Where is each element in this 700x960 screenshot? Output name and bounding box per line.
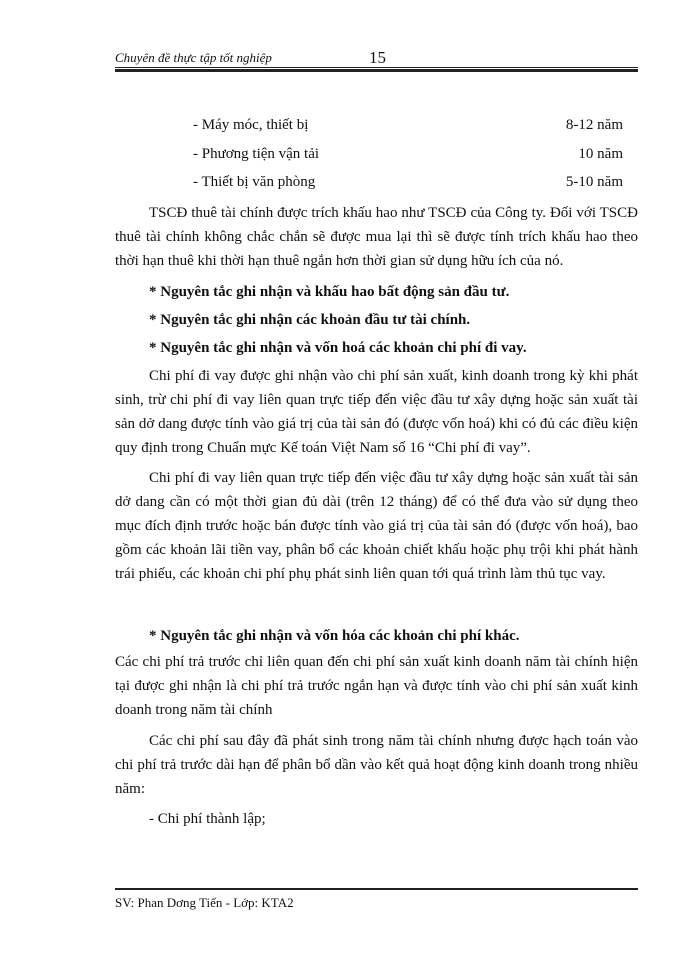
list-item-label: - Phương tiện vận tải: [193, 146, 320, 162]
heading-borrowing-costs: * Nguyên tắc ghi nhận và vốn hoá các khoản chi phí đi vay.: [149, 340, 527, 356]
list-item-value: 5-10 năm: [565, 174, 623, 190]
header-title: Chuyên đề thực tập tốt nghiệp: [115, 50, 272, 65]
paragraph-prepaid-long: Các chi phí sau đây đã phát sinh trong năm tài chính nhưng được hạch toán vào chi phí trả trước dài hạn để phân bổ dần vào kết quả hoạt động kinh doanh trong nhiều năm:: [115, 733, 638, 797]
footer-rule: [115, 888, 638, 890]
heading-financial-investments: * Nguyên tắc ghi nhận các khoản đầu tư tài chính.: [149, 312, 471, 328]
header-rule-thin: [115, 67, 638, 68]
paragraph-leased-assets: TSCĐ thuê tài chính được trích khấu hao như TSCĐ của Công ty. Đối với TSCĐ thuê tài chính không chắc chắn sẽ được mua lại thì sẽ được tính trích khấu hao theo thời hạn thuê khi thời hạn thuê ngắn hơn thời gian sử dụng hữu ích của nó.: [115, 205, 638, 269]
heading-other-costs: * Nguyên tắc ghi nhận và vốn hóa các khoản chi phí khác.: [149, 628, 520, 644]
page-number: 15: [369, 48, 386, 67]
list-item-establishment-cost: - Chi phí thành lập;: [149, 811, 266, 827]
list-item-label: - Thiết bị văn phòng: [193, 174, 316, 190]
paragraph-prepaid-short: Các chi phí trả trước chỉ liên quan đến chi phí sản xuất kinh doanh năm tài chính hiện tại được ghi nhận là chi phí trả trước ngắn hạn và được tính vào chi phí sản xuất kinh doanh trong năm tài chính: [115, 654, 638, 718]
list-item-label: - Máy móc, thiết bị: [193, 117, 309, 133]
paragraph-borrowing-costs-1: Chi phí đi vay được ghi nhận vào chi phí sản xuất, kinh doanh trong kỳ khi phát sinh, trừ chi phí đi vay liên quan trực tiếp đến việc đầu tư xây dựng hoặc sản xuất tài sản dở dang được tính vào giá trị của tài sản đó (được vốn hoá) khi có đủ các điều kiện quy định trong Chuẩn mực Kế toán Việt Nam số 16 “Chi phí đi vay”.: [115, 368, 638, 456]
list-item-value: 8-12 năm: [565, 117, 623, 133]
page-footer: SV: Phan Dơng Tiến - Lớp: KTA2: [115, 895, 294, 910]
list-item-value: 10 năm: [578, 146, 623, 162]
heading-investment-property: * Nguyên tắc ghi nhận và khấu hao bất động sản đầu tư.: [149, 284, 510, 300]
header-rule-thick: [115, 69, 638, 72]
paragraph-borrowing-costs-2: Chi phí đi vay liên quan trực tiếp đến việc đầu tư xây dựng hoặc sản xuất tài sản dở dang cần có một thời gian đủ dài (trên 12 tháng) để có thể đưa vào sử dụng theo mục đích định trước hoặc bán được tính vào giá trị của tài sản đó (được vốn hoá), bao gồm các khoản lãi tiền vay, phân bổ các khoản chiết khấu hoặc phụ trội khi phát hành trái phiếu, các khoản chi phí phụ phát sinh liên quan tới quá trình làm thủ tục vay.: [115, 470, 638, 582]
